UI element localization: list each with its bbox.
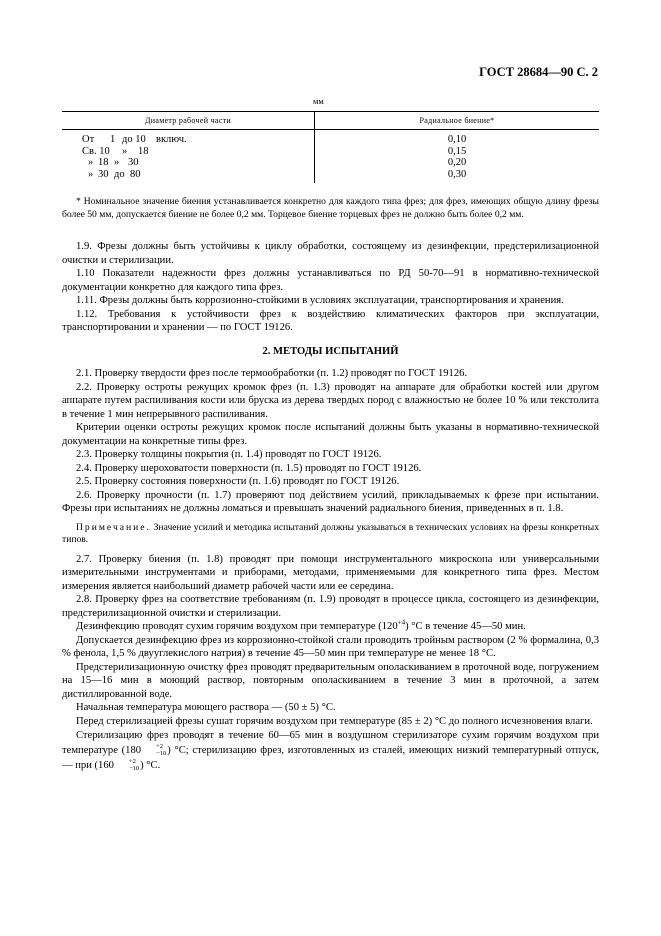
- paragraph-disinfection: [62, 620, 599, 634]
- table-cell: 0,30: [447, 168, 467, 180]
- paragraph-2-4: 2.4. Проверку шероховатости поверхности (п. 1.5) проводят по ГОСТ 19126.: [76, 462, 422, 474]
- table-cell: 30: [98, 168, 109, 180]
- paragraph-alt-disinfection: Допускается дезинфекцию фрез из коррозионно-стойкой стали проводить тройным раствором (2 % формалина, 0,3 % фенола, 1,5 % двууглекислого натрия) в течение 45—50 мин при температуре не менее 18 °С.: [62, 634, 599, 659]
- table-cell: включ.: [156, 134, 187, 145]
- table-cell: 18: [98, 157, 109, 168]
- text-run: ) °С.: [140, 760, 161, 771]
- section-title: 2. МЕТОДЫ ИСПЫТАНИЙ: [262, 345, 399, 357]
- paragraph-sterilization: [62, 728, 599, 773]
- table-cell: 1: [110, 134, 116, 145]
- table-row: [62, 169, 599, 184]
- tolerance-lower: −10: [128, 764, 140, 772]
- tolerance-1: [142, 744, 166, 757]
- table-row: [62, 134, 599, 146]
- tolerance-upper: +2: [156, 743, 163, 751]
- table-row: [62, 157, 599, 169]
- tolerance-2: [115, 759, 139, 772]
- paragraph-2-2-criteria: Критерии оценки остроты режущих кромок после испытаний должны быть указаны в нормативно-технической документации на конкретные типы фрез.: [62, 422, 599, 447]
- spec-table: [62, 111, 599, 183]
- text-run: ) °С; стерилизацию фрез, изготовленных из сталей, имеющих низкий температурный отпуск, — при (160: [62, 745, 600, 771]
- tolerance-sup: +4: [397, 618, 406, 627]
- document-body: [62, 240, 599, 773]
- note: [62, 522, 599, 547]
- table-cell: »: [88, 168, 94, 180]
- table-cell: От: [82, 134, 95, 145]
- table-footnote: [62, 196, 599, 221]
- paragraph-2-5: 2.5. Проверку состояния поверхности (п. 1.6) проводят по ГОСТ 19126.: [76, 476, 400, 487]
- paragraph-2-2: 2.2. Проверку остроты режущих кромок фрез (п. 1.3) проводят на аппарате для обработки костей или другом аппарате путем распиливания кости или бруска из дерева твердых пород с влажностью не более 10 % или текстолита в течение 1 мин непрерывного распиливания.: [62, 381, 599, 420]
- table-header-row: [62, 112, 599, 130]
- table-cell: до: [114, 168, 125, 180]
- note-label: Примечание.: [76, 521, 151, 533]
- paragraph-1-12: 1.12. Требования к устойчивости фрез к воздействию климатических факторов при эксплуатации, транспортировании и хранении — по ГОСТ 19126.: [62, 308, 599, 333]
- table-cell: »: [122, 145, 128, 157]
- table-cell: 0,15: [447, 145, 467, 157]
- table-cell: 80: [130, 168, 141, 180]
- note-text: Значение усилий и методика испытаний должны указываться в технических условиях на фрезы конкретных типов.: [62, 521, 599, 545]
- paragraph-1-9: 1.9. Фрезы должны быть устойчивы к циклу обработки, состоящему из дезинфекции, предстерилизационной очистки и стерилизации.: [62, 241, 599, 266]
- table-header-diameter: Диаметр рабочей части: [62, 112, 315, 130]
- paragraph-precleaning: Предстерилизационную очистку фрез проводят предварительным ополаскиванием в проточной воде, погружением на 15—16 мин в моющий раствор, повторным ополаскиванием в течение 3 мин в проточной, а затем дистиллированной воде.: [62, 661, 599, 700]
- page-header: ГОСТ 28684—90 С. 2: [479, 65, 598, 79]
- text-run: ) °С в течение 45—50 мин.: [405, 621, 526, 632]
- paragraph-initial-temp: Начальная температура моющего раствора — (50 ± 5) °С.: [76, 702, 336, 713]
- footnote-text: * Номинальное значение биения устанавливается конкретно для каждого типа фрез; для фрез, имеющих общую длину фрезы более 50 мм, допускается биение не более 0,2 мм. Торцевое биение торцевых фрез не должно быть более 0,2 мм.: [62, 196, 599, 220]
- text-run: Стерилизацию фрез проводят в течение 60—65 мин в воздушном стерилизаторе сухим горячим воздухом при температуре (180: [62, 730, 599, 756]
- table-cell: 30: [128, 157, 139, 168]
- table-cell: »: [114, 157, 120, 168]
- table-header-runout: Радиальное биение*: [315, 112, 600, 130]
- table-row: [62, 146, 599, 158]
- table-cell: 0,10: [447, 134, 467, 145]
- paragraph-2-1: 2.1. Проверку твердости фрез после термообработки (п. 1.2) проводят по ГОСТ 19126.: [76, 368, 468, 379]
- paragraph-1-10: 1.10 Показатели надежности фрез должны устанавливаться по РД 50-70—91 в нормативно-технической документации конкретно для каждого типа фрез.: [62, 268, 599, 293]
- table-cell: Св. 10: [82, 145, 110, 157]
- paragraph-2-6: 2.6. Проверку прочности (п. 1.7) проверяют под действием усилий, прикладываемых к фрезе при испытании. Фрезы при испытаниях не должны ломаться и превышать значений радиального биения, приведенных в п. 1.8.: [62, 489, 599, 514]
- table-cell: »: [88, 157, 94, 168]
- tolerance-upper: +2: [128, 758, 136, 766]
- unit-label: мм: [313, 96, 324, 106]
- paragraph-2-3: 2.3. Проверку толщины покрытия (п. 1.4) проводят по ГОСТ 19126.: [76, 449, 382, 460]
- paragraph-2-8: 2.8. Проверку фрез на соответствие требованиям (п. 1.9) проводят в процессе цикла, состоящего из дезинфекции, предстерилизационной очистки и стерилизации.: [62, 594, 599, 619]
- paragraph-2-7: 2.7. Проверку биения (п. 1.8) проводят при помощи инструментального микроскопа или универсальными измерительными инструментами и приборами, методами, применяемыми для конкретного типа фрез. Местом измерения является наибольший диаметр рабочей части или ее середина.: [62, 553, 599, 592]
- paragraph-1-11: 1.11. Фрезы должны быть коррозионно-стойкими в условиях эксплуатации, транспортирования и хранения.: [76, 295, 564, 306]
- text-run: Дезинфекцию проводят сухим горячим воздухом при температуре (120: [76, 621, 398, 632]
- tolerance-lower: −10: [156, 749, 167, 757]
- table-cell: 18: [138, 145, 149, 157]
- paragraph-drying: Перед стерилизацией фрезы сушат горячим воздухом при температуре (85 ± 2) °С до полного исчезновения влаги.: [76, 715, 593, 727]
- table-cell: 0,20: [447, 157, 467, 168]
- table-cell: до 10: [122, 134, 146, 145]
